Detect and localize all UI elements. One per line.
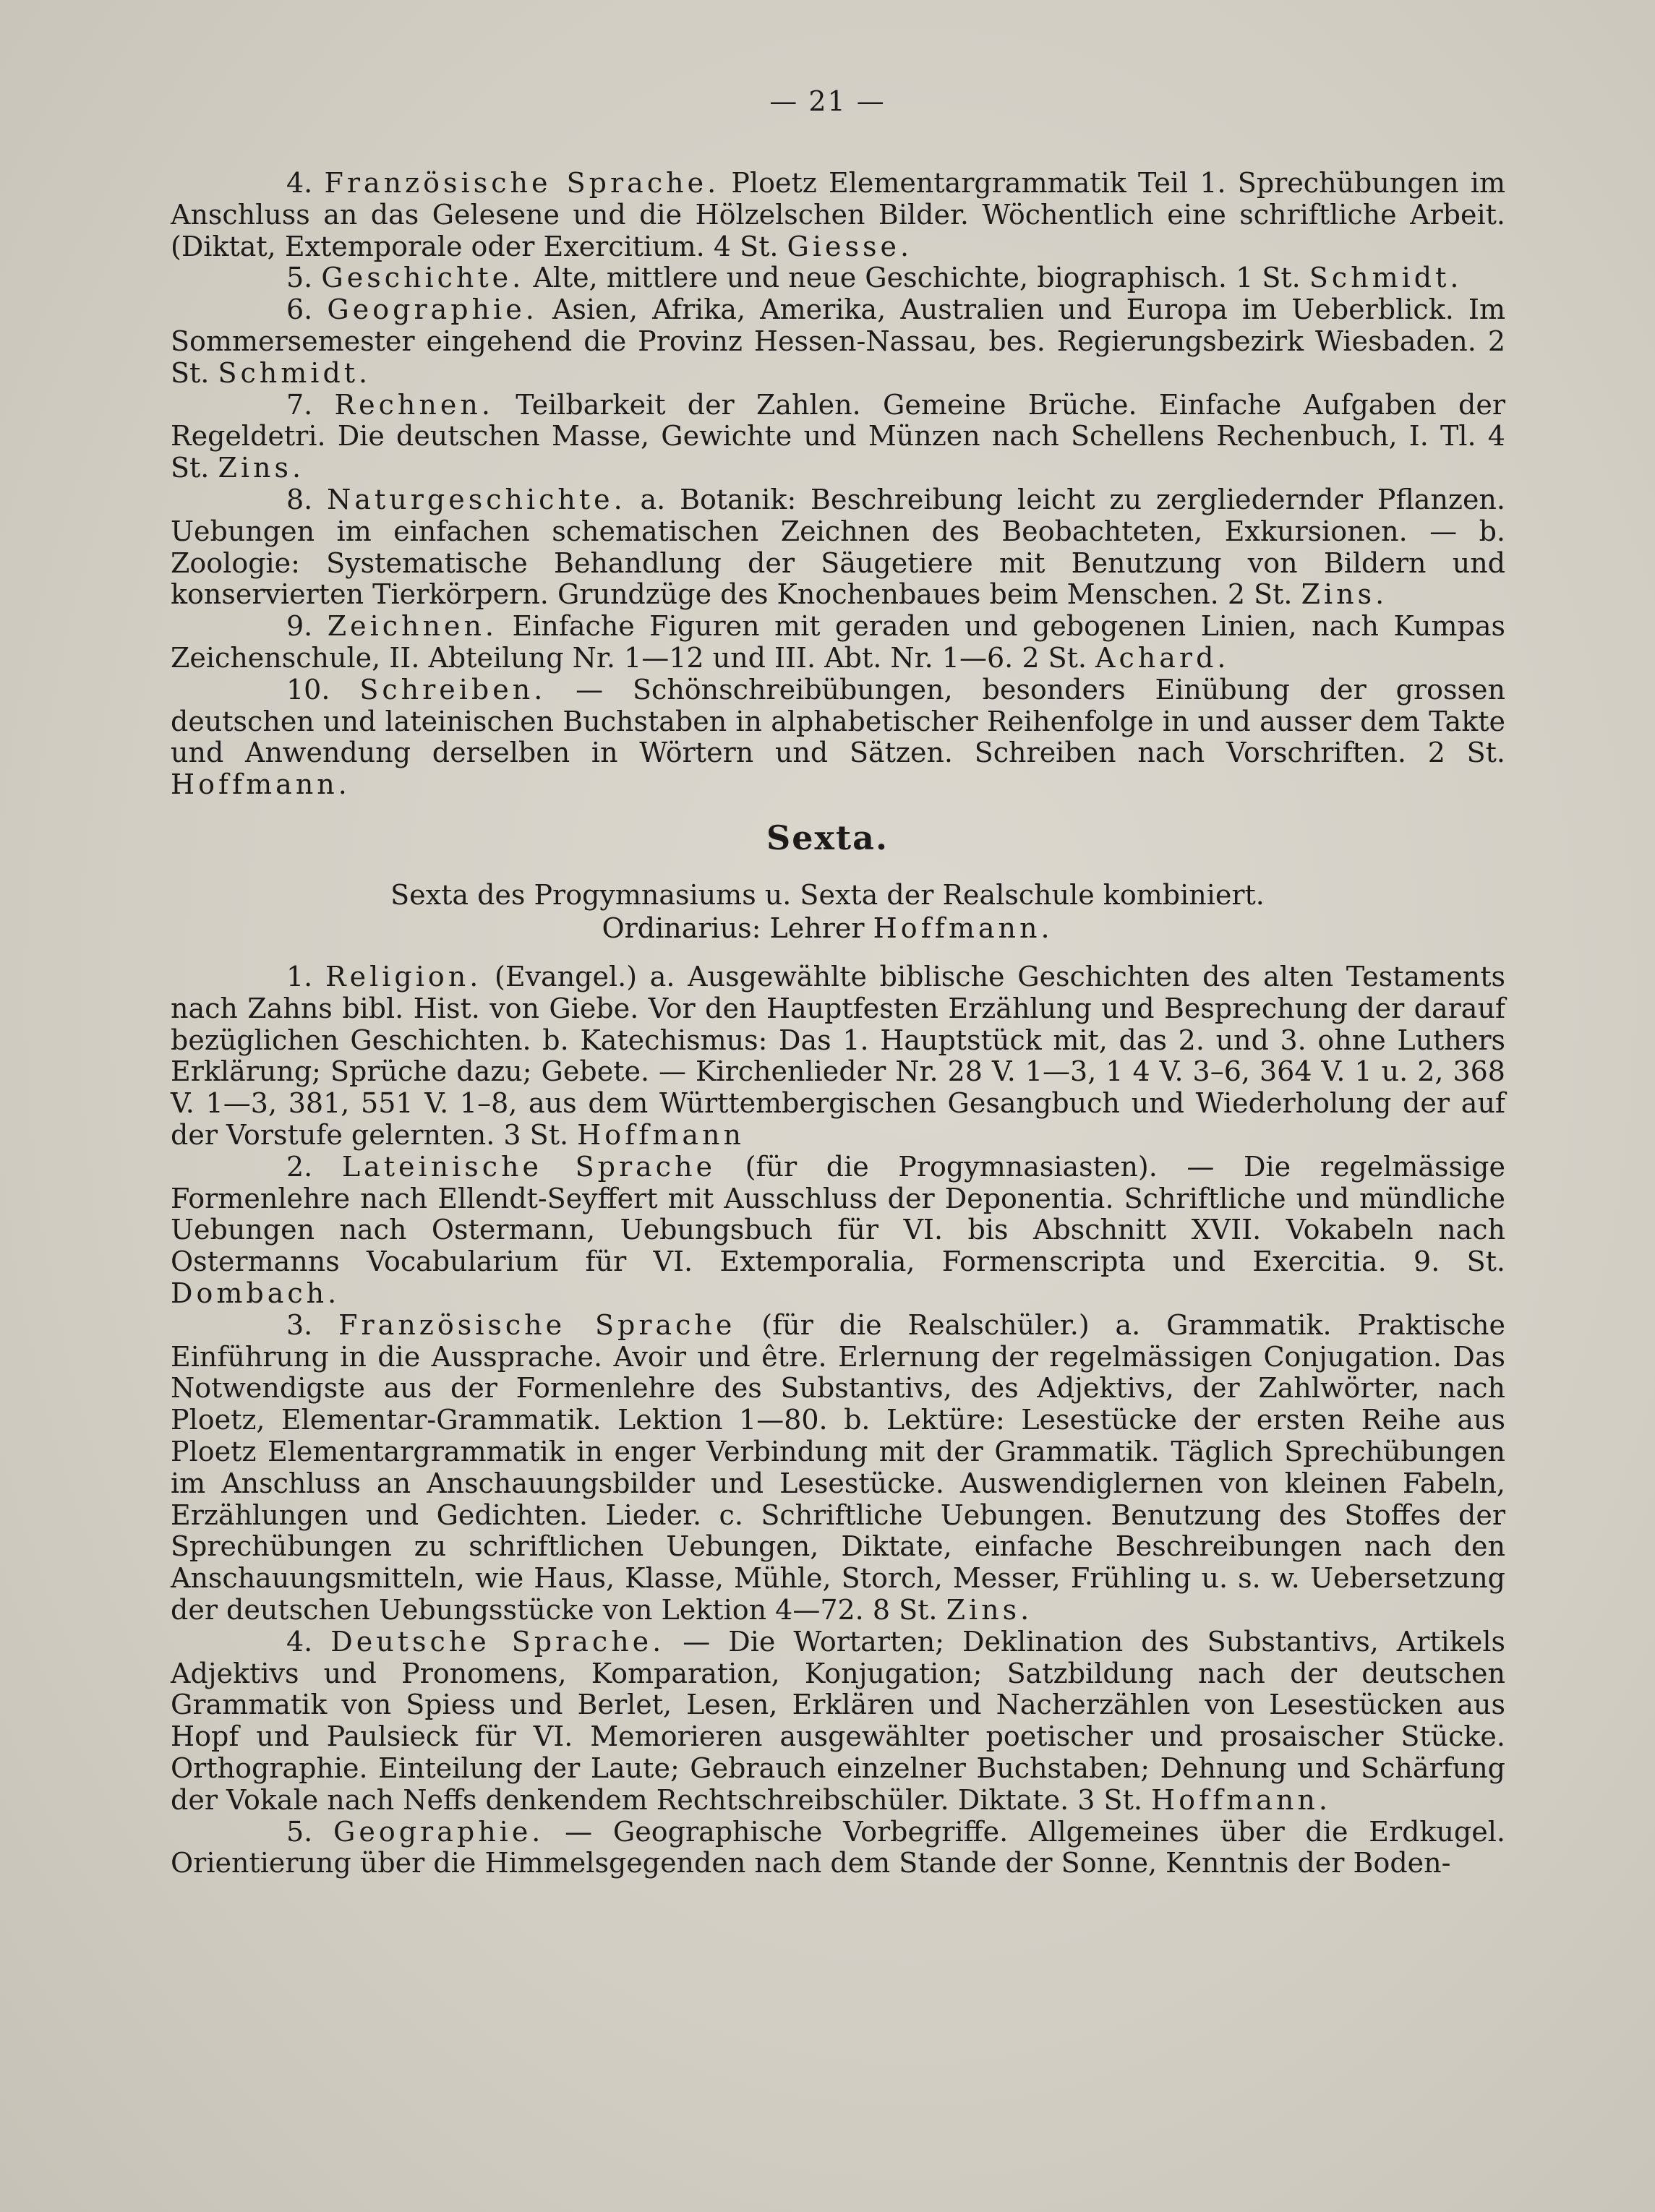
item-history: 5. Geschichte. Alte, mittlere und neue Geschichte, biographisch. 1 St. Schmidt.	[286, 262, 1463, 294]
item-title: Lateinische Sprache	[341, 1150, 717, 1183]
item-title: Schreiben.	[359, 673, 547, 706]
item-title: Geschichte.	[321, 262, 525, 294]
item-title: Geographie.	[327, 293, 538, 326]
section-subtitle: Sexta des Progymnasiums u. Sexta der Realschule kombiniert.	[390, 879, 1265, 911]
teacher-name: Zins.	[1301, 578, 1388, 611]
item-german: 4. Deutsche Sprache. — Die Wortarten; Deklination des Substantivs, Artikels Adjektivs und Pronomens, Komparation, Konjugation; Satzbildung nach der deutschen Grammatik von Spiess und Berlet, Lesen, Erklären und Nacherzählen von Lesestücken aus Hopf und Paulsieck für VI. Memorieren ausgewählter poetischer und prosaischer Stücke. Orthographie. Einteilung der Laute; Gebrauch einzelner Buchstaben; Dehnung und Schärfung der Vokale nach Neffs denkendem Rechtschreibschüler. Diktate. 3 St. Hoffmann.	[171, 1625, 1505, 1816]
teacher-name: Hoffmann	[577, 1118, 745, 1151]
section-heading: Sexta.	[766, 818, 889, 857]
item-title: Französische Sprache	[338, 1308, 736, 1341]
sexta-items-block	[171, 961, 1505, 1879]
item-natural-history: 8. Naturgeschichte. a. Botanik: Beschreibung leicht zu zergliedernder Pflanzen. Uebungen im einfachen schematischen Zeichnen des Beobachteten, Exkursionen. — b. Zoologie: Systematische Behandlung der Säugetiere mit Benutzung von Bildern und konservierten Tierkörpern. Grundzüge des Knochenbaues beim Menschen. 2 St. Zins.	[171, 483, 1505, 611]
item-geography: 5. Geographie. — Geographische Vorbegriffe. Allgemeines über die Erdkugel. Orientierung über die Himmelsgegenden nach dem Stande der Sonne, Kenntnis der Boden-	[171, 1815, 1505, 1879]
teacher-name: Hoffmann.	[171, 768, 351, 801]
teacher-name: Schmidt.	[218, 356, 372, 389]
item-religion: 1. Religion. (Evangel.) a. Ausgewählte biblische Geschichten des alten Testaments nach Zahns bibl. Hist. von Giebe. Vor den Hauptfesten Erzählung und Besprechung der darauf bezüglichen Geschichten. b. Katechismus: Das 1. Hauptstück mit, das 2. und 3. ohne Luthers Erklärung; Sprüche dazu; Gebete. — Kirchenlieder Nr. 28 V. 1—3, 1 4 V. 3–6, 364 V. 1 u. 2, 368 V. 1—3, 381, 551 V. 1–8, aus dem Württembergischen Gesangbuch und Wiederholung der auf der Vorstufe gelernten. 3 St. Hoffmann	[171, 961, 1505, 1151]
item-title: Zeichnen.	[327, 610, 498, 643]
top-items-block	[171, 168, 1505, 801]
item-writing: 10. Schreiben. — Schönschreibübungen, besonders Einübung der grossen deutschen und lateinischen Buchstaben in alphabetischer Reihenfolge in und ausser dem Takte und Anwendung derselben in Wörtern und Sätzen. Schreiben nach Vorschriften. 2 St. Hoffmann.	[171, 673, 1505, 801]
item-french: 3. Französische Sprache (für die Realschüler.) a. Grammatik. Praktische Einführung in die Aussprache. Avoir und être. Erlernung der regelmässigen Conjugation. Das Notwendigste aus der Formenlehre des Substantivs, des Adjektivs, der Zahlwörter, nach Ploetz, Elementar-Grammatik. Lektion 1—80. b. Lektüre: Lesestücke der ersten Reihe aus Ploetz Elementargrammatik in enger Verbindung mit der Grammatik. Täglich Sprechübungen im Anschluss an Anschauungsbilder und Lesestücke. Auswendiglernen von kleinen Fabeln, Erzählungen und Gedichten. Lieder. c. Schriftliche Uebungen. Benutzung des Stoffes der Sprechübungen zu schriftlichen Uebungen, Diktate, einfache Beschreibungen nach den Anschauungsmitteln, wie Haus, Klasse, Mühle, Storch, Messer, Frühling u. s. w. Uebersetzung der deutschen Uebungsstücke von Lektion 4—72. 8 St. Zins.	[171, 1308, 1505, 1626]
teacher-name: Giesse.	[787, 230, 913, 262]
teacher-name: Zins.	[218, 452, 305, 484]
item-french: 4. Französische Sprache. Ploetz Elementargrammatik Teil 1. Sprechübungen im Anschluss an das Gelesene und die Hölzelschen Bilder. Wöchentlich eine schriftliche Arbeit. (Diktat, Extemporale oder Exercitium. 4 St. Giesse.	[171, 167, 1505, 262]
page-number: — 21 —	[769, 85, 886, 117]
ordinarius-name: Hoffmann.	[873, 912, 1053, 944]
teacher-name: Hoffmann.	[1151, 1783, 1331, 1816]
teacher-name: Dombach.	[171, 1277, 341, 1309]
item-title: Französische Sprache.	[324, 167, 720, 199]
item-title: Geographie.	[333, 1815, 544, 1848]
teacher-name: Schmidt.	[1309, 262, 1463, 294]
teacher-name: Zins.	[946, 1593, 1033, 1626]
item-latin: 2. Lateinische Sprache (für die Progymnasiasten). — Die regelmässige Formenlehre nach Ellendt-Seyffert mit Ausschluss der Deponentia. Schriftliche und mündliche Uebungen nach Ostermann, Uebungsbuch für VI. bis Abschnitt XVII. Vokabeln nach Ostermanns Vocabularium für VI. Extemporalia, Formenscripta und Exercitia. 9. St. Dombach.	[171, 1150, 1505, 1309]
item-title: Rechnen.	[334, 388, 494, 421]
item-geography: 6. Geographie. Asien, Afrika, Amerika, Australien und Europa im Ueberblick. Im Sommersemester eingehend die Provinz Hessen-Nassau, bes. Regierungsbezirk Wiesbaden. 2 St. Schmidt.	[171, 293, 1505, 389]
ordinarius-line: Ordinarius: Lehrer Hoffmann.	[602, 912, 1053, 944]
item-title: Religion.	[325, 961, 482, 993]
item-title: Deutsche Sprache.	[330, 1625, 665, 1658]
item-title: Naturgeschichte.	[327, 483, 626, 515]
item-drawing: 9. Zeichnen. Einfache Figuren mit geraden und gebogenen Linien, nach Kumpas Zeichenschule, II. Abteilung Nr. 1—12 und III. Abt. Nr. 1—6. 2 St. Achard.	[171, 610, 1505, 674]
teacher-name: Achard.	[1095, 641, 1230, 674]
item-arithmetic: 7. Rechnen. Teilbarkeit der Zahlen. Gemeine Brüche. Einfache Aufgaben der Regeldetri. Die deutschen Masse, Gewichte und Münzen nach Schellens Rechenbuch, I. Tl. 4 St. Zins.	[171, 388, 1505, 484]
